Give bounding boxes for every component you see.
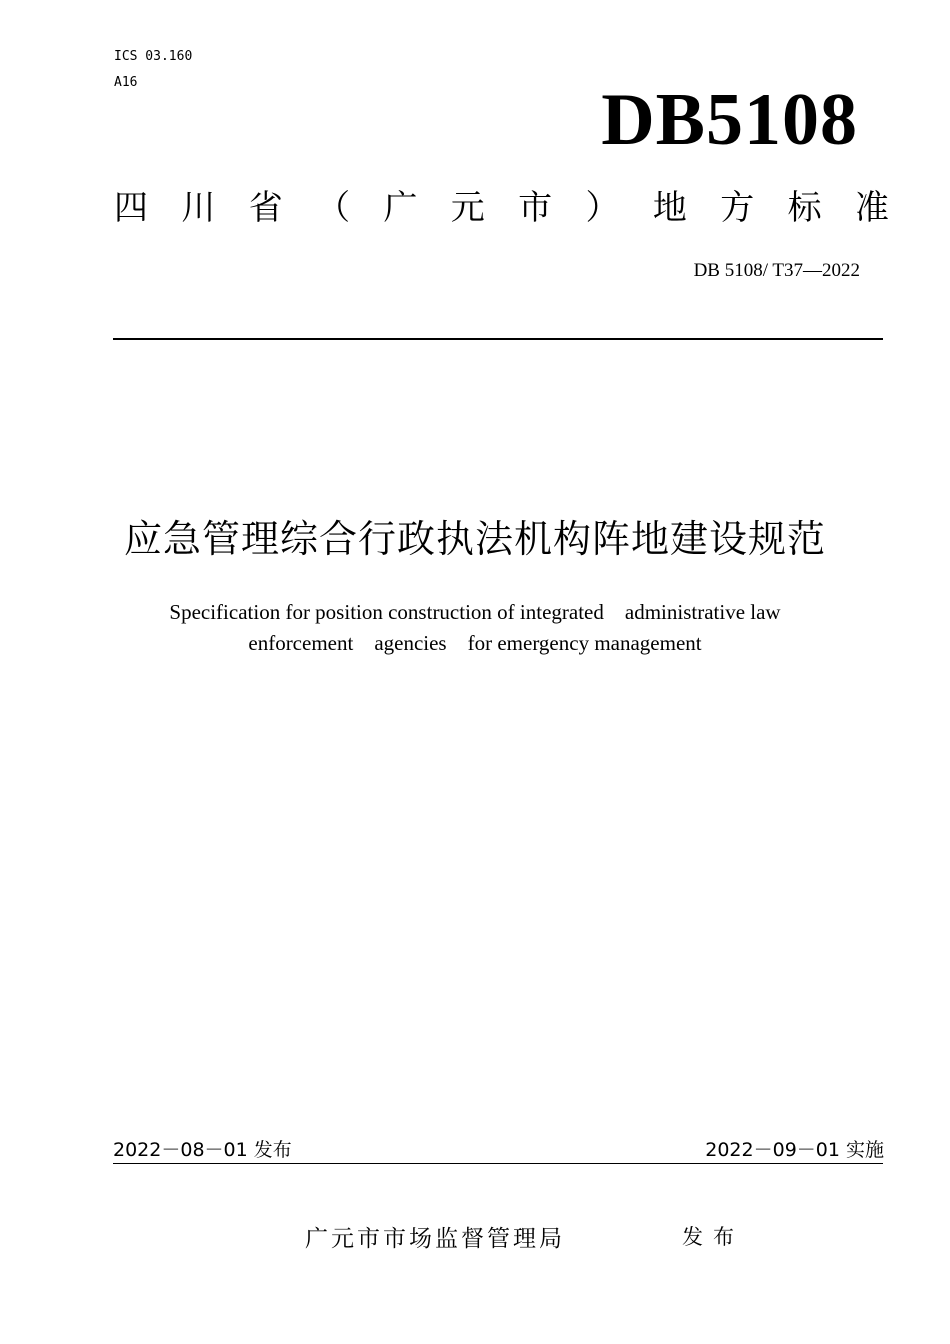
standard-type-char: 广 (383, 188, 418, 228)
standard-type-char: 准 (854, 188, 889, 228)
standard-type-char: 地 (652, 188, 687, 228)
standard-type-char: 市 (518, 188, 553, 228)
ics-code: ICS 03.160 (114, 49, 193, 64)
standard-type (114, 184, 889, 232)
standard-type-char: 省 (248, 188, 283, 228)
standard-type-char: 川 (181, 188, 216, 228)
standard-type-char: 方 (720, 188, 755, 228)
title-english-line: Specification for position construction of integrated administrative law (169, 600, 781, 624)
standard-type-char: （ (316, 188, 351, 228)
standard-type-char: 元 (450, 188, 485, 228)
header-divider (113, 338, 883, 340)
issue-label: 发布 (682, 1225, 744, 1249)
standard-number: DB 5108/ T37—2022 (693, 260, 860, 281)
title-english-line: enforcement agencies for emergency management (248, 631, 702, 655)
standard-type-char: ） (585, 188, 620, 228)
standard-logo: DB5108 (601, 79, 858, 161)
title-chinese: 应急管理综合行政执法机构阵地建设规范 (123, 517, 826, 561)
title-english (0, 597, 950, 659)
standard-type-char: 标 (787, 188, 822, 228)
footer-divider (113, 1163, 883, 1164)
publish-date: 2022－08－01 发布 (113, 1139, 292, 1161)
issuing-authority: 广元市市场监督管理局 (305, 1226, 565, 1252)
implement-date: 2022－09－01 实施 (705, 1139, 884, 1161)
standard-type-char: 四 (114, 188, 148, 228)
classification-code: A16 (114, 75, 138, 90)
